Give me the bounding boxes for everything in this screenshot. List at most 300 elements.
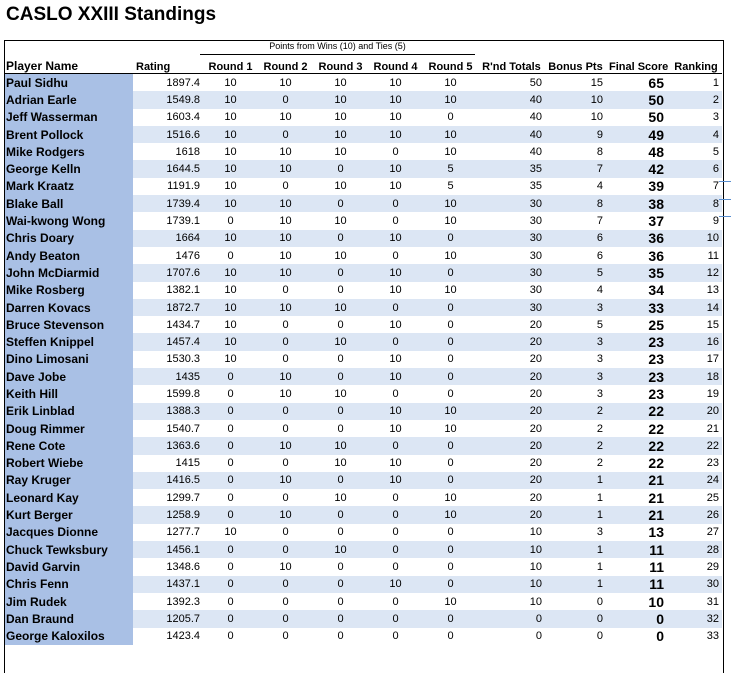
round-3-cell: 0: [337, 284, 344, 297]
table-row: [5, 524, 722, 541]
round-totals-cell: 20: [478, 368, 545, 385]
round-3-cell: 10: [334, 180, 347, 193]
round-4-cell: 0: [392, 491, 399, 504]
rating-cell: 1664: [133, 230, 203, 247]
table-row: [5, 576, 722, 593]
round-2-cell: 0: [258, 576, 313, 593]
round-1-cell: 0: [203, 610, 258, 627]
player-name: Dan Braund: [5, 610, 133, 627]
round-3-cell: 0: [313, 368, 368, 385]
rating-cell: 1258.9: [133, 506, 203, 523]
round-4-cell: 0: [392, 215, 399, 228]
ranking-cell: 11: [707, 249, 719, 262]
player-name: Doug Rimmer: [5, 420, 133, 437]
rating-cell: 1382.1: [166, 284, 200, 297]
table-row: [5, 333, 722, 350]
round-5-cell: 10: [444, 76, 457, 89]
table-row: [5, 91, 722, 108]
round-5-cell: 0: [423, 472, 478, 489]
round-1-cell: 10: [224, 145, 237, 158]
player-name: Jim Rudek: [5, 593, 133, 610]
round-totals-cell: 30: [478, 230, 545, 247]
round-3-cell: 10: [313, 91, 368, 108]
round-4-cell: 10: [389, 318, 402, 331]
round-4-cell: 0: [392, 387, 399, 400]
round-1-cell: 0: [203, 576, 258, 593]
accent-line: [719, 216, 731, 217]
ranking-cell: 8: [670, 195, 722, 212]
round-3-cell: 10: [334, 387, 347, 400]
rating-cell: 1435: [133, 368, 203, 385]
round-1-cell: 0: [227, 422, 234, 435]
round-3-cell: 0: [313, 610, 368, 627]
table-row: [5, 212, 722, 229]
round-1-cell: 10: [203, 299, 258, 316]
round-totals-cell: 20: [529, 387, 542, 400]
table-row: [5, 351, 722, 368]
header-rating: Rating: [133, 56, 203, 74]
bonus-points-cell: 0: [596, 630, 603, 643]
round-2-cell: 0: [282, 318, 289, 331]
player-name: David Garvin: [5, 558, 133, 575]
round-4-cell: 0: [392, 526, 399, 539]
round-3-cell: 0: [313, 230, 368, 247]
rating-cell: 1423.4: [166, 630, 200, 643]
round-2-cell: 10: [279, 76, 292, 89]
header-round-2: Round 2: [258, 56, 313, 74]
round-5-cell: 0: [423, 264, 478, 281]
round-4-cell: 10: [389, 76, 402, 89]
round-totals-cell: 35: [529, 180, 542, 193]
bonus-points-cell: 10: [545, 91, 606, 108]
final-score-cell: 22: [648, 420, 664, 437]
round-2-cell: 0: [258, 610, 313, 627]
table-row: [5, 558, 722, 575]
player-name: Keith Hill: [5, 385, 133, 402]
header-bonus-points: Bonus Pts: [545, 56, 606, 74]
round-3-cell: 0: [313, 576, 368, 593]
round-1-cell: 0: [227, 249, 234, 262]
round-2-cell: 10: [279, 111, 292, 124]
bonus-points-cell: 6: [596, 249, 603, 262]
round-5-cell: 0: [423, 368, 478, 385]
rating-cell: 1457.4: [133, 333, 203, 350]
bonus-points-cell: 2: [596, 457, 603, 470]
final-score-cell: 21: [606, 472, 670, 489]
round-1-cell: 10: [203, 230, 258, 247]
final-score-cell: 23: [648, 351, 664, 368]
table-row: [5, 282, 722, 299]
player-name: Bruce Stevenson: [5, 316, 133, 333]
bonus-points-cell: 1: [545, 472, 606, 489]
table-row: [5, 593, 722, 610]
round-4-cell: 10: [368, 472, 423, 489]
round-4-cell: 10: [368, 160, 423, 177]
round-3-cell: 10: [334, 457, 347, 470]
round-1-cell: 10: [224, 76, 237, 89]
player-name: Jeff Wasserman: [5, 109, 133, 126]
round-5-cell: 0: [447, 111, 454, 124]
round-3-cell: 0: [313, 472, 368, 489]
round-5-cell: 0: [447, 387, 454, 400]
round-totals-cell: 40: [478, 126, 545, 143]
round-4-cell: 0: [368, 299, 423, 316]
round-totals-cell: 10: [529, 560, 542, 573]
table-row: [5, 420, 722, 437]
bonus-points-cell: 2: [545, 403, 606, 420]
round-3-cell: 0: [337, 560, 344, 573]
bonus-points-cell: 3: [596, 353, 603, 366]
final-score-cell: 21: [606, 506, 670, 523]
round-1-cell: 10: [224, 318, 237, 331]
ranking-cell: 26: [670, 506, 722, 523]
round-2-cell: 10: [258, 472, 313, 489]
round-3-cell: 10: [334, 145, 347, 158]
bonus-points-cell: 0: [596, 595, 603, 608]
ranking-cell: 29: [706, 560, 719, 573]
round-totals-cell: 40: [478, 91, 545, 108]
bonus-points-cell: 1: [545, 506, 606, 523]
round-3-cell: 0: [337, 526, 344, 539]
round-totals-cell: 20: [478, 506, 545, 523]
ranking-cell: 31: [706, 595, 719, 608]
round-5-cell: 10: [444, 145, 457, 158]
round-5-cell: 10: [423, 126, 478, 143]
round-1-cell: 10: [203, 333, 258, 350]
round-totals-cell: 20: [478, 472, 545, 489]
round-totals-cell: 10: [478, 576, 545, 593]
rating-cell: 1388.3: [133, 403, 203, 420]
final-score-cell: 65: [648, 74, 664, 91]
round-1-cell: 0: [203, 368, 258, 385]
round-1-cell: 10: [203, 195, 258, 212]
rating-cell: 1516.6: [133, 126, 203, 143]
table-row: [5, 247, 722, 264]
round-2-cell: 10: [258, 230, 313, 247]
bonus-points-cell: 8: [545, 195, 606, 212]
final-score-cell: 23: [648, 385, 664, 402]
round-2-cell: 10: [258, 368, 313, 385]
final-score-cell: 50: [648, 109, 664, 126]
player-name: Ray Kruger: [5, 472, 133, 489]
round-4-cell: 10: [368, 264, 423, 281]
player-name: Brent Pollock: [5, 126, 133, 143]
round-5-cell: 10: [423, 506, 478, 523]
round-totals-cell: 30: [529, 215, 542, 228]
ranking-cell: 21: [706, 422, 719, 435]
table-row: [5, 610, 722, 627]
player-name: Adrian Earle: [5, 91, 133, 108]
round-totals-cell: 30: [529, 284, 542, 297]
round-4-cell: 0: [368, 610, 423, 627]
final-score-cell: 48: [648, 143, 664, 160]
round-totals-cell: 20: [478, 333, 545, 350]
round-totals-cell: 30: [478, 299, 545, 316]
header-row: [5, 56, 722, 74]
table-row: [5, 74, 722, 92]
round-4-cell: 0: [368, 333, 423, 350]
round-4-cell: 10: [389, 353, 402, 366]
player-name: George Kaloxilos: [5, 628, 133, 645]
round-4-cell: 10: [368, 576, 423, 593]
rating-cell: 1363.6: [133, 437, 203, 454]
round-3-cell: 10: [313, 333, 368, 350]
bonus-points-cell: 0: [545, 610, 606, 627]
table-row: [5, 230, 722, 247]
ranking-cell: 6: [670, 160, 722, 177]
table-row: [5, 299, 722, 316]
player-name: Rene Cote: [5, 437, 133, 454]
round-2-cell: 10: [279, 215, 292, 228]
round-totals-cell: 20: [529, 457, 542, 470]
round-1-cell: 10: [203, 264, 258, 281]
header-round-5: Round 5: [423, 56, 478, 74]
round-2-cell: 10: [279, 145, 292, 158]
final-score-cell: 38: [606, 195, 670, 212]
header-ranking: Ranking: [670, 56, 722, 74]
round-totals-cell: 20: [529, 318, 542, 331]
ranking-cell: 24: [670, 472, 722, 489]
player-name: Chris Doary: [5, 230, 133, 247]
round-2-cell: 0: [282, 595, 289, 608]
ranking-cell: 1: [712, 76, 719, 89]
rating-cell: 1540.7: [166, 422, 200, 435]
final-score-cell: 11: [606, 541, 670, 558]
round-2-cell: 0: [282, 457, 289, 470]
rating-cell: 1415: [175, 457, 200, 470]
round-5-cell: 0: [447, 353, 454, 366]
rating-cell: 1434.7: [166, 318, 200, 331]
round-3-cell: 10: [313, 299, 368, 316]
player-name: Dino Limosani: [5, 351, 133, 368]
round-totals-cell: 20: [529, 422, 542, 435]
round-1-cell: 0: [203, 506, 258, 523]
player-name: Wai-kwong Wong: [5, 212, 133, 229]
round-5-cell: 0: [423, 230, 478, 247]
round-1-cell: 10: [203, 91, 258, 108]
ranking-cell: 3: [712, 111, 719, 124]
round-3-cell: 0: [313, 506, 368, 523]
round-totals-cell: 10: [529, 526, 542, 539]
points-divider: [200, 54, 475, 55]
player-name: Andy Beaton: [5, 247, 133, 264]
round-1-cell: 10: [224, 353, 237, 366]
table-row: [5, 368, 722, 385]
final-score-cell: 25: [648, 316, 664, 333]
final-score-cell: 10: [648, 593, 664, 610]
bonus-points-cell: 4: [596, 284, 603, 297]
round-3-cell: 0: [337, 595, 344, 608]
round-3-cell: 0: [337, 422, 344, 435]
ranking-cell: 33: [706, 630, 719, 643]
player-name: Robert Wiebe: [5, 455, 133, 472]
round-2-cell: 10: [258, 264, 313, 281]
table-row: [5, 109, 722, 126]
round-5-cell: 5: [447, 180, 454, 193]
rating-cell: 1618: [175, 145, 200, 158]
round-3-cell: 10: [334, 76, 347, 89]
bonus-points-cell: 8: [596, 145, 603, 158]
rating-cell: 1644.5: [133, 160, 203, 177]
round-3-cell: 0: [313, 160, 368, 177]
round-5-cell: 10: [444, 249, 457, 262]
round-5-cell: 0: [447, 630, 454, 643]
table-row: [5, 126, 722, 143]
bonus-points-cell: 1: [596, 491, 603, 504]
round-4-cell: 0: [392, 145, 399, 158]
player-name: Chris Fenn: [5, 576, 133, 593]
ranking-cell: 2: [670, 91, 722, 108]
round-4-cell: 0: [368, 437, 423, 454]
rating-cell: 1707.6: [133, 264, 203, 281]
player-name: Leonard Kay: [5, 489, 133, 506]
round-4-cell: 10: [368, 403, 423, 420]
round-3-cell: 0: [313, 403, 368, 420]
rating-cell: 1603.4: [166, 111, 200, 124]
round-2-cell: 0: [282, 353, 289, 366]
round-1-cell: 10: [203, 160, 258, 177]
final-score-cell: 34: [648, 282, 664, 299]
bonus-points-cell: 2: [596, 422, 603, 435]
final-score-cell: 0: [656, 628, 664, 645]
round-2-cell: 0: [258, 333, 313, 350]
round-1-cell: 0: [227, 387, 234, 400]
bonus-points-cell: 3: [545, 368, 606, 385]
round-3-cell: 0: [313, 195, 368, 212]
table-row: [5, 178, 722, 195]
ranking-cell: 32: [670, 610, 722, 627]
table-row: [5, 160, 722, 177]
player-name: Kurt Berger: [5, 506, 133, 523]
page-title: CASLO XXIII Standings: [6, 4, 217, 25]
bonus-points-cell: 9: [545, 126, 606, 143]
round-5-cell: 0: [447, 318, 454, 331]
table-row: [5, 489, 722, 506]
round-4-cell: 10: [368, 91, 423, 108]
round-5-cell: 0: [423, 437, 478, 454]
round-1-cell: 10: [224, 111, 237, 124]
round-2-cell: 10: [258, 437, 313, 454]
round-4-cell: 0: [392, 595, 399, 608]
ranking-cell: 15: [706, 318, 719, 331]
round-2-cell: 0: [282, 422, 289, 435]
header-round-totals: R'nd Totals: [478, 56, 545, 74]
round-2-cell: 0: [282, 526, 289, 539]
ranking-cell: 23: [706, 457, 719, 470]
rating-cell: 1437.1: [133, 576, 203, 593]
round-totals-cell: 20: [529, 491, 542, 504]
round-totals-cell: 30: [478, 195, 545, 212]
round-totals-cell: 30: [529, 249, 542, 262]
round-3-cell: 10: [334, 111, 347, 124]
round-1-cell: 0: [227, 215, 234, 228]
final-score-cell: 11: [606, 576, 670, 593]
round-1-cell: 10: [203, 126, 258, 143]
round-1-cell: 0: [227, 630, 234, 643]
bonus-points-cell: 4: [596, 180, 603, 193]
final-score-cell: 22: [648, 455, 664, 472]
round-3-cell: 10: [313, 126, 368, 143]
player-name: Mark Kraatz: [5, 178, 133, 195]
header-player: Player Name: [5, 56, 133, 74]
round-totals-cell: 50: [529, 76, 542, 89]
round-1-cell: 0: [203, 403, 258, 420]
ranking-cell: 28: [670, 541, 722, 558]
ranking-cell: 27: [706, 526, 719, 539]
player-name: Chuck Tewksbury: [5, 541, 133, 558]
round-5-cell: 10: [444, 595, 457, 608]
round-totals-cell: 10: [478, 541, 545, 558]
bonus-points-cell: 2: [545, 437, 606, 454]
ranking-cell: 4: [670, 126, 722, 143]
player-name: Blake Ball: [5, 195, 133, 212]
header-round-1: Round 1: [203, 56, 258, 74]
final-score-cell: 36: [648, 247, 664, 264]
round-totals-cell: 0: [535, 630, 542, 643]
round-3-cell: 0: [337, 353, 344, 366]
final-score-cell: 42: [606, 160, 670, 177]
bonus-points-cell: 3: [596, 526, 603, 539]
ranking-cell: 22: [670, 437, 722, 454]
round-2-cell: 10: [279, 560, 292, 573]
ranking-cell: 17: [706, 353, 719, 366]
ranking-cell: 20: [670, 403, 722, 420]
bonus-points-cell: 1: [545, 541, 606, 558]
header-final-score: Final Score: [606, 56, 670, 74]
round-5-cell: 0: [423, 610, 478, 627]
ranking-cell: 7: [712, 180, 719, 193]
round-5-cell: 0: [423, 333, 478, 350]
accent-line: [719, 181, 731, 182]
player-name: Erik Linblad: [5, 403, 133, 420]
rating-cell: 1191.9: [167, 180, 200, 193]
final-score-cell: 39: [648, 178, 664, 195]
final-score-cell: 21: [648, 489, 664, 506]
round-1-cell: 10: [224, 526, 237, 539]
bonus-points-cell: 1: [545, 576, 606, 593]
round-1-cell: 0: [203, 541, 258, 558]
standings-table: [5, 56, 722, 645]
header-round-4: Round 4: [368, 56, 423, 74]
final-score-cell: 22: [606, 437, 670, 454]
rating-cell: 1476: [175, 249, 200, 262]
table-row: [5, 264, 722, 281]
round-5-cell: 0: [447, 457, 454, 470]
bonus-points-cell: 10: [590, 111, 603, 124]
table-row: [5, 385, 722, 402]
rating-cell: 1549.8: [133, 91, 203, 108]
ranking-cell: 13: [706, 284, 719, 297]
player-name: Mike Rosberg: [5, 282, 133, 299]
table-row: [5, 455, 722, 472]
ranking-cell: 5: [712, 145, 719, 158]
round-totals-cell: 0: [478, 610, 545, 627]
round-3-cell: 0: [313, 264, 368, 281]
round-5-cell: 0: [423, 576, 478, 593]
round-totals-cell: 20: [529, 353, 542, 366]
rating-cell: 1277.7: [166, 526, 200, 539]
round-3-cell: 10: [334, 249, 347, 262]
table-row: [5, 506, 722, 523]
rating-cell: 1416.5: [133, 472, 203, 489]
rating-cell: 1299.7: [166, 491, 200, 504]
round-totals-cell: 40: [529, 111, 542, 124]
round-1-cell: 0: [203, 472, 258, 489]
round-5-cell: 10: [423, 91, 478, 108]
round-totals-cell: 10: [529, 595, 542, 608]
round-5-cell: 0: [447, 560, 454, 573]
table-row: [5, 143, 722, 160]
